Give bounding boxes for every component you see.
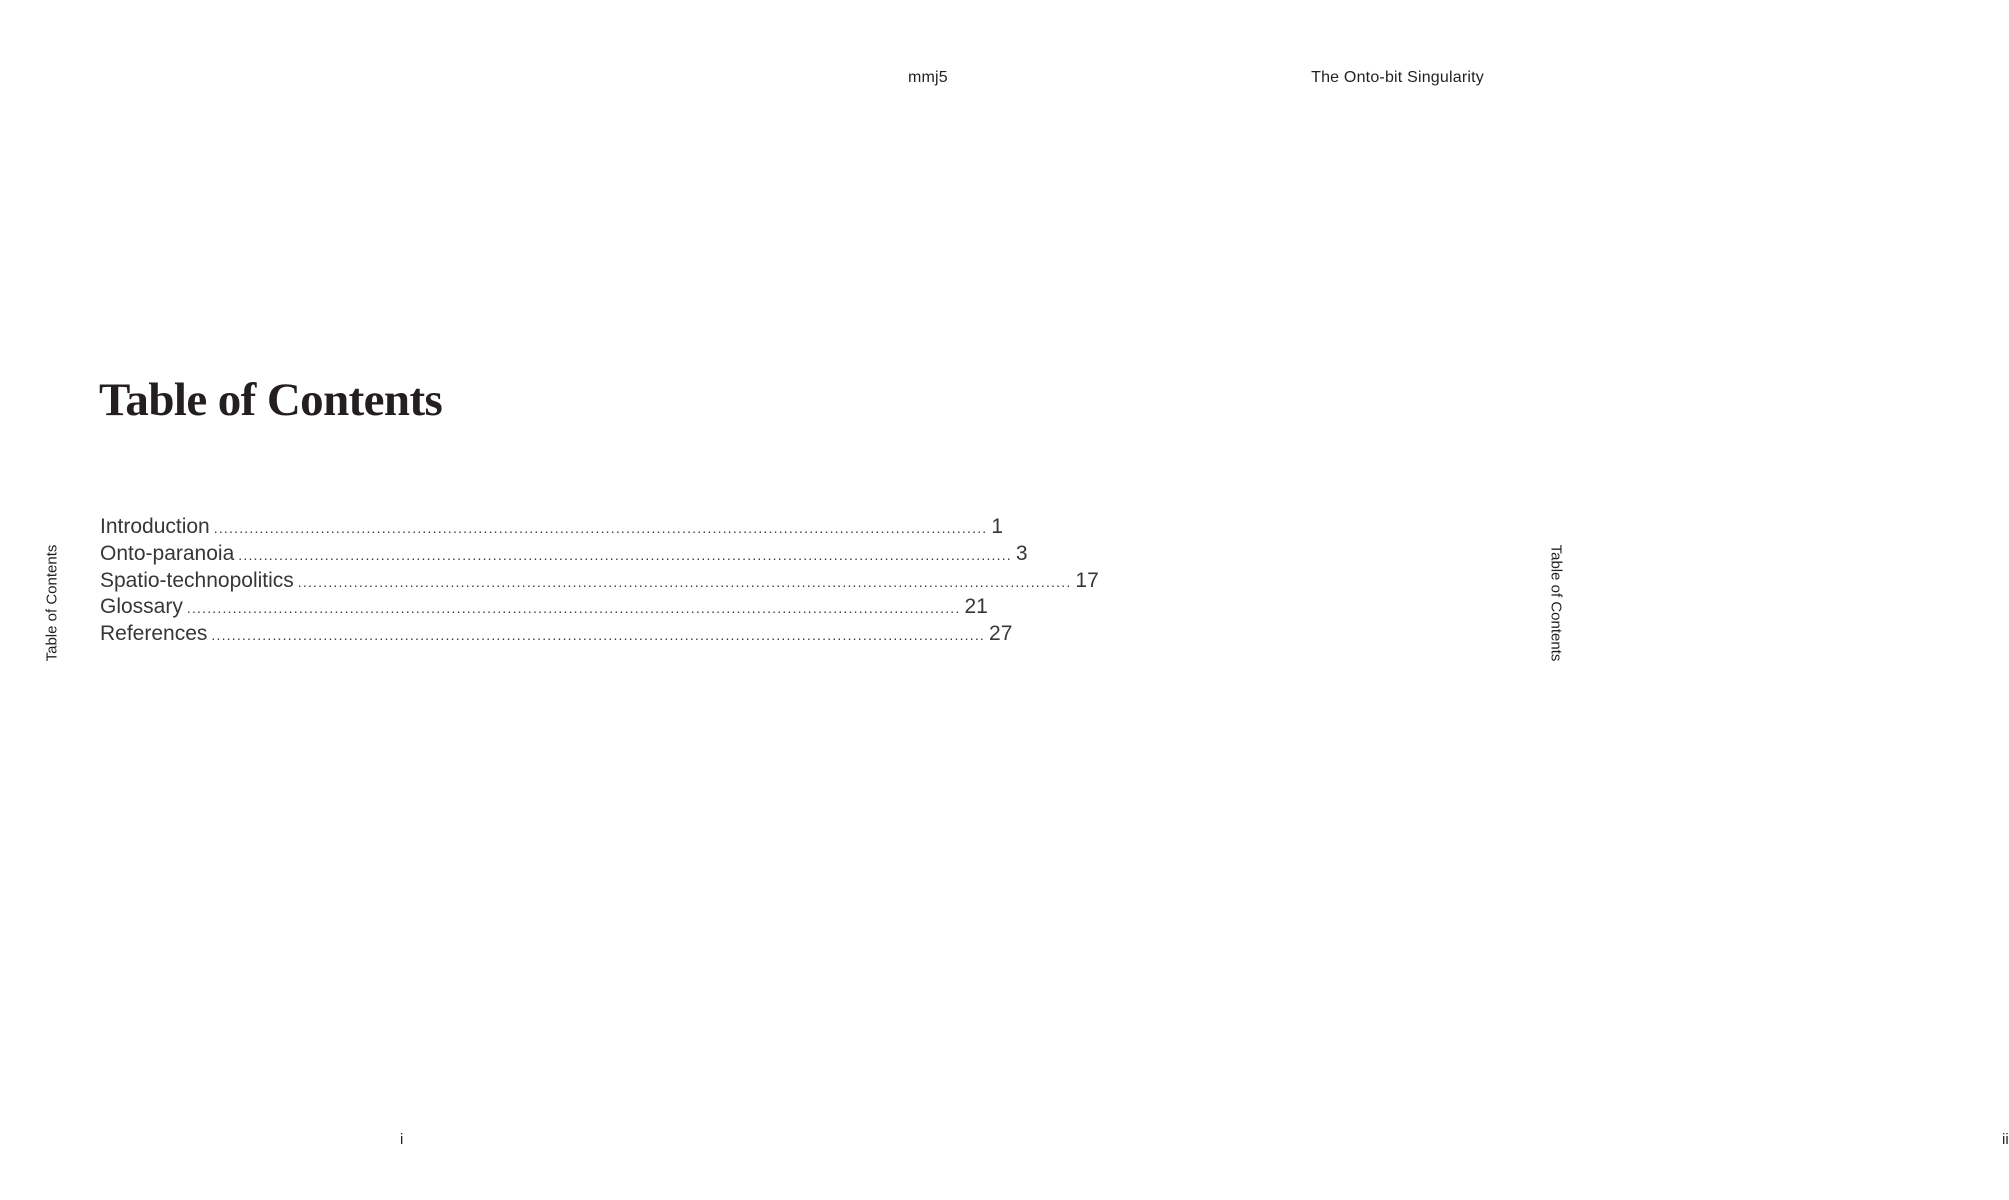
right-page: [800, 0, 2009, 1200]
page-title: Table of Contents: [99, 374, 443, 426]
running-head-author: mmj5: [908, 69, 948, 86]
toc-entry-introduction[interactable]: [100, 515, 1004, 542]
toc-entry-page: 3: [1015, 541, 1028, 565]
toc-entry-page: 27: [989, 622, 1013, 646]
dot-leader: ........................................................................................................................................................: [297, 573, 1072, 590]
toc-entry-page: 17: [1075, 568, 1099, 592]
toc-list: [100, 515, 1099, 649]
toc-entry-page: 1: [991, 515, 1004, 538]
dot-leader: ........................................................................................................................................................: [213, 520, 988, 536]
toc-entry-label: Spatio-technopolitics: [100, 568, 294, 592]
toc-entry-label: Introduction: [100, 515, 210, 538]
toc-entry-label: References: [100, 622, 208, 646]
running-head-title: The Onto-bit Singularity: [1311, 69, 1484, 86]
toc-entry-label: Onto-paranoia: [100, 541, 235, 565]
page-number: ii: [2002, 1131, 2009, 1148]
toc-entry-references[interactable]: [100, 622, 1013, 649]
side-section-tab: Table of Contents: [43, 544, 61, 662]
dot-leader: ........................................................................................................................................................: [186, 600, 961, 617]
toc-entry-spatio-technopolitics[interactable]: [100, 568, 1099, 596]
dot-leader: ........................................................................................................................................................: [211, 627, 986, 644]
side-section-tab: Table of Contents: [1547, 544, 1565, 662]
toc-entry-glossary[interactable]: [100, 595, 988, 622]
toc-entry-label: Glossary: [100, 595, 183, 619]
toc-entry-onto-paranoia[interactable]: [100, 541, 1028, 569]
dot-leader: ........................................................................................................................................................: [238, 546, 1012, 563]
toc-entry-page: 21: [964, 595, 988, 619]
page-number: i: [400, 1131, 404, 1148]
